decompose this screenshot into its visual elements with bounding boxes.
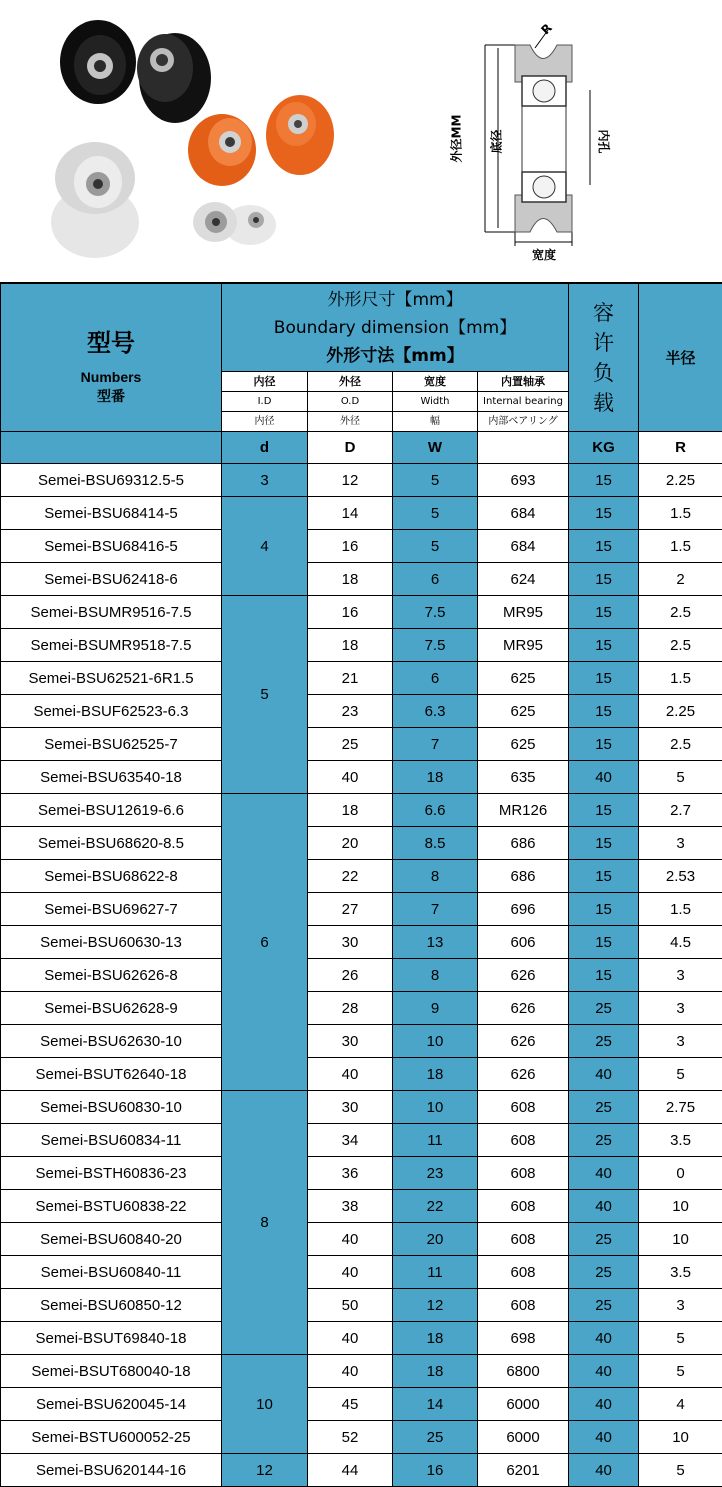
outer-diameter-cell: 34 — [308, 1124, 393, 1157]
table-row — [1, 728, 722, 761]
load-cell: 15 — [569, 794, 639, 827]
width-cell: 10 — [393, 1025, 478, 1058]
subheader-jp: 外径 — [308, 412, 392, 431]
table-row — [1, 1091, 722, 1124]
model-number-cell: Semei-BSU68414-5 — [1, 497, 222, 530]
bearing-cell: 6201 — [478, 1454, 569, 1487]
load-cell: 25 — [569, 1025, 639, 1058]
load-cell: 25 — [569, 1289, 639, 1322]
inner-diameter-cell: 5 — [222, 596, 308, 794]
symbol-R: R — [639, 432, 722, 464]
width-cell: 6.6 — [393, 794, 478, 827]
load-cell: 15 — [569, 959, 639, 992]
header-load-char: 容 — [569, 298, 638, 328]
table-row — [1, 893, 722, 926]
width-cell: 11 — [393, 1256, 478, 1289]
width-cell: 5 — [393, 464, 478, 497]
inner-diameter-cell: 8 — [222, 1091, 308, 1355]
table-row — [1, 1124, 722, 1157]
outer-diameter-cell: 40 — [308, 1223, 393, 1256]
width-cell: 7.5 — [393, 596, 478, 629]
bearing-cell: 698 — [478, 1322, 569, 1355]
model-number-cell: Semei-BSU60850-12 — [1, 1289, 222, 1322]
radius-cell: 3 — [639, 827, 722, 860]
outer-diameter-cell: 14 — [308, 497, 393, 530]
header-model-cn: 型号 — [1, 323, 221, 358]
load-cell: 25 — [569, 1124, 639, 1157]
outer-diameter-cell: 18 — [308, 794, 393, 827]
subheader-jp: 内部ベアリング — [478, 412, 568, 431]
load-cell: 15 — [569, 629, 639, 662]
model-number-cell: Semei-BSUT680040-18 — [1, 1355, 222, 1388]
load-cell: 25 — [569, 992, 639, 1025]
model-number-cell: Semei-BSU60840-20 — [1, 1223, 222, 1256]
model-number-cell: Semei-BSTU600052-25 — [1, 1421, 222, 1454]
label-bore: 内孔 — [596, 129, 613, 153]
radius-cell: 2.25 — [639, 695, 722, 728]
outer-diameter-cell: 28 — [308, 992, 393, 1025]
bearing-cell: 6000 — [478, 1421, 569, 1454]
table-row — [1, 662, 722, 695]
load-cell: 15 — [569, 926, 639, 959]
model-number-cell: Semei-BSU62630-10 — [1, 1025, 222, 1058]
subheader-cn: 内置轴承 — [478, 372, 568, 392]
model-number-cell: Semei-BSU62521-6R1.5 — [1, 662, 222, 695]
outer-diameter-cell: 25 — [308, 728, 393, 761]
table-row — [1, 926, 722, 959]
table-row — [1, 530, 722, 563]
width-cell: 16 — [393, 1454, 478, 1487]
table-row — [1, 1025, 722, 1058]
orange-wheel-photo — [188, 95, 334, 186]
load-cell: 40 — [569, 1322, 639, 1355]
outer-diameter-cell: 23 — [308, 695, 393, 728]
label-outer-diameter: 外径MM — [447, 115, 464, 163]
width-cell: 18 — [393, 761, 478, 794]
subheader-bearing — [478, 372, 569, 432]
product-photos — [0, 0, 340, 283]
spec-table — [0, 283, 722, 1487]
load-cell: 15 — [569, 860, 639, 893]
bearing-cell: 626 — [478, 1025, 569, 1058]
header-load-char: 载 — [569, 388, 638, 418]
table-row — [1, 1355, 722, 1388]
table-row — [1, 629, 722, 662]
model-number-cell: Semei-BSU60840-11 — [1, 1256, 222, 1289]
outer-diameter-cell: 27 — [308, 893, 393, 926]
bearing-cell: 626 — [478, 992, 569, 1025]
width-cell: 23 — [393, 1157, 478, 1190]
header-load — [569, 284, 639, 432]
header-dimension — [222, 284, 569, 372]
table-row — [1, 827, 722, 860]
radius-cell: 4.5 — [639, 926, 722, 959]
black-wheel-photo — [60, 20, 211, 123]
width-cell: 20 — [393, 1223, 478, 1256]
load-cell: 40 — [569, 1355, 639, 1388]
radius-cell: 2.5 — [639, 629, 722, 662]
load-cell: 15 — [569, 596, 639, 629]
bearing-cell: MR126 — [478, 794, 569, 827]
model-number-cell: Semei-BSU69627-7 — [1, 893, 222, 926]
outer-diameter-cell: 44 — [308, 1454, 393, 1487]
width-cell: 9 — [393, 992, 478, 1025]
load-cell: 15 — [569, 827, 639, 860]
bearing-cell: 608 — [478, 1256, 569, 1289]
radius-cell: 5 — [639, 761, 722, 794]
symbol-W: W — [393, 432, 478, 464]
inner-diameter-cell: 3 — [222, 464, 308, 497]
header-load-char: 许 — [569, 328, 638, 358]
width-cell: 6.3 — [393, 695, 478, 728]
load-cell: 40 — [569, 1454, 639, 1487]
radius-cell: 2.53 — [639, 860, 722, 893]
model-number-cell: Semei-BSU68620-8.5 — [1, 827, 222, 860]
header-model — [1, 284, 222, 432]
load-cell: 40 — [569, 1190, 639, 1223]
load-cell: 15 — [569, 728, 639, 761]
radius-cell: 2.5 — [639, 596, 722, 629]
outer-diameter-cell: 30 — [308, 926, 393, 959]
bearing-cell: 606 — [478, 926, 569, 959]
table-row — [1, 860, 722, 893]
load-cell: 40 — [569, 1388, 639, 1421]
subheader-jp: 幅 — [393, 412, 477, 431]
subheader-en: Width — [393, 392, 477, 412]
label-width: 宽度 — [532, 246, 556, 263]
radius-cell: 2.75 — [639, 1091, 722, 1124]
label-r: R — [538, 21, 554, 37]
bearing-cell: 624 — [478, 563, 569, 596]
subheader-cn: 外径 — [308, 372, 392, 392]
header-dimension-cn: 外形尺寸【mm】 — [222, 286, 568, 314]
bearing-cell: 6000 — [478, 1388, 569, 1421]
width-cell: 7.5 — [393, 629, 478, 662]
model-number-cell: Semei-BSU62525-7 — [1, 728, 222, 761]
model-number-cell: Semei-BSU68622-8 — [1, 860, 222, 893]
load-cell: 15 — [569, 530, 639, 563]
outer-diameter-cell: 45 — [308, 1388, 393, 1421]
width-cell: 10 — [393, 1091, 478, 1124]
model-number-cell: Semei-BSU60834-11 — [1, 1124, 222, 1157]
header-model-en: Numbers — [1, 368, 221, 387]
load-cell: 15 — [569, 695, 639, 728]
model-number-cell: Semei-BSU60830-10 — [1, 1091, 222, 1124]
model-number-cell: Semei-BSU12619-6.6 — [1, 794, 222, 827]
inner-diameter-cell: 6 — [222, 794, 308, 1091]
bearing-cell: 625 — [478, 728, 569, 761]
model-number-cell: Semei-BSTH60836-23 — [1, 1157, 222, 1190]
header-model-jp: 型番 — [1, 387, 221, 406]
bearing-cell: 686 — [478, 827, 569, 860]
width-cell: 18 — [393, 1355, 478, 1388]
outer-diameter-cell: 12 — [308, 464, 393, 497]
load-cell: 40 — [569, 1421, 639, 1454]
model-number-cell: Semei-BSU62628-9 — [1, 992, 222, 1025]
width-cell: 8.5 — [393, 827, 478, 860]
bearing-cell: 635 — [478, 761, 569, 794]
symbol-bearing — [478, 432, 569, 464]
bearing-cell: 686 — [478, 860, 569, 893]
table-row — [1, 1388, 722, 1421]
load-cell: 15 — [569, 893, 639, 926]
table-row — [1, 1421, 722, 1454]
radius-cell: 1.5 — [639, 497, 722, 530]
outer-diameter-cell: 40 — [308, 1355, 393, 1388]
table-row — [1, 1289, 722, 1322]
bearing-cell: 684 — [478, 530, 569, 563]
inner-diameter-cell: 10 — [222, 1355, 308, 1454]
bearing-cell: MR95 — [478, 629, 569, 662]
width-cell: 12 — [393, 1289, 478, 1322]
bearing-cell: 626 — [478, 1058, 569, 1091]
table-row — [1, 1256, 722, 1289]
table-row — [1, 959, 722, 992]
subheader-width — [393, 372, 478, 432]
outer-diameter-cell: 36 — [308, 1157, 393, 1190]
radius-cell: 2 — [639, 563, 722, 596]
width-cell: 18 — [393, 1322, 478, 1355]
model-number-cell: Semei-BSU63540-18 — [1, 761, 222, 794]
width-cell: 5 — [393, 497, 478, 530]
model-number-cell: Semei-BSUMR9518-7.5 — [1, 629, 222, 662]
width-cell: 7 — [393, 728, 478, 761]
width-cell: 7 — [393, 893, 478, 926]
table-row — [1, 1157, 722, 1190]
subheader-cn: 内径 — [222, 372, 307, 392]
outer-diameter-cell: 40 — [308, 761, 393, 794]
header-dimension-en: Boundary dimension【mm】 — [222, 314, 568, 342]
load-cell: 25 — [569, 1091, 639, 1124]
subheader-jp: 内径 — [222, 412, 307, 431]
radius-cell: 3.5 — [639, 1124, 722, 1157]
model-number-cell: Semei-BSU68416-5 — [1, 530, 222, 563]
label-bottom-diameter: 底径 — [488, 129, 505, 153]
width-cell: 5 — [393, 530, 478, 563]
table-row — [1, 695, 722, 728]
radius-cell: 3 — [639, 1289, 722, 1322]
width-cell: 6 — [393, 563, 478, 596]
bearing-cell: 625 — [478, 695, 569, 728]
table-row — [1, 464, 722, 497]
radius-cell: 5 — [639, 1454, 722, 1487]
radius-cell: 10 — [639, 1190, 722, 1223]
model-number-cell: Semei-BSUF62523-6.3 — [1, 695, 222, 728]
width-cell: 14 — [393, 1388, 478, 1421]
bearing-cell: 684 — [478, 497, 569, 530]
outer-diameter-cell: 16 — [308, 530, 393, 563]
table-row — [1, 1454, 722, 1487]
bearing-cell: 693 — [478, 464, 569, 497]
table-row — [1, 1223, 722, 1256]
bearing-cell: 6800 — [478, 1355, 569, 1388]
outer-diameter-cell: 40 — [308, 1256, 393, 1289]
product-image-area — [0, 0, 722, 283]
load-cell: 15 — [569, 662, 639, 695]
outer-diameter-cell: 40 — [308, 1058, 393, 1091]
outer-diameter-cell: 21 — [308, 662, 393, 695]
outer-diameter-cell: 40 — [308, 1322, 393, 1355]
radius-cell: 4 — [639, 1388, 722, 1421]
radius-cell: 3 — [639, 959, 722, 992]
radius-cell: 3 — [639, 992, 722, 1025]
inner-diameter-cell: 12 — [222, 1454, 308, 1487]
table-row — [1, 761, 722, 794]
bearing-cell: 625 — [478, 662, 569, 695]
load-cell: 15 — [569, 497, 639, 530]
width-cell: 18 — [393, 1058, 478, 1091]
outer-diameter-cell: 52 — [308, 1421, 393, 1454]
subheader-en: Internal bearing — [478, 392, 568, 412]
table-row — [1, 1190, 722, 1223]
model-number-cell: Semei-BSU62626-8 — [1, 959, 222, 992]
bearing-cell: 608 — [478, 1157, 569, 1190]
table-row — [1, 1058, 722, 1091]
symbol-D: D — [308, 432, 393, 464]
header-radius: 半径 — [639, 284, 722, 432]
bearing-cell: 608 — [478, 1124, 569, 1157]
bearing-cell: 608 — [478, 1091, 569, 1124]
table-row — [1, 563, 722, 596]
model-number-cell: Semei-BSU620144-16 — [1, 1454, 222, 1487]
header-dimension-jp: 外形寸法【mm】 — [222, 342, 568, 370]
width-cell: 25 — [393, 1421, 478, 1454]
model-number-cell: Semei-BSU620045-14 — [1, 1388, 222, 1421]
outer-diameter-cell: 26 — [308, 959, 393, 992]
outer-diameter-cell: 50 — [308, 1289, 393, 1322]
table-row — [1, 596, 722, 629]
outer-diameter-cell: 18 — [308, 629, 393, 662]
cross-section-diagram — [440, 0, 640, 283]
radius-cell: 10 — [639, 1223, 722, 1256]
outer-diameter-cell: 20 — [308, 827, 393, 860]
model-number-cell: Semei-BSUT69840-18 — [1, 1322, 222, 1355]
load-cell: 40 — [569, 1058, 639, 1091]
subheader-en: O.D — [308, 392, 392, 412]
subheader-id — [222, 372, 308, 432]
width-cell: 6 — [393, 662, 478, 695]
width-cell: 11 — [393, 1124, 478, 1157]
bearing-cell: 626 — [478, 959, 569, 992]
outer-diameter-cell: 38 — [308, 1190, 393, 1223]
radius-cell: 1.5 — [639, 530, 722, 563]
subheader-en: I.D — [222, 392, 307, 412]
load-cell: 25 — [569, 1256, 639, 1289]
table-row — [1, 992, 722, 1025]
radius-cell: 3 — [639, 1025, 722, 1058]
subheader-od — [308, 372, 393, 432]
model-number-cell: Semei-BSU69312.5-5 — [1, 464, 222, 497]
radius-cell: 2.25 — [639, 464, 722, 497]
radius-cell: 1.5 — [639, 893, 722, 926]
spec-table-body — [1, 464, 722, 1487]
radius-cell: 2.5 — [639, 728, 722, 761]
outer-diameter-cell: 16 — [308, 596, 393, 629]
model-number-cell: Semei-BSUMR9516-7.5 — [1, 596, 222, 629]
radius-cell: 3.5 — [639, 1256, 722, 1289]
table-row — [1, 1322, 722, 1355]
model-number-cell: Semei-BSU62418-6 — [1, 563, 222, 596]
load-cell: 40 — [569, 1157, 639, 1190]
load-cell: 40 — [569, 761, 639, 794]
symbol-KG: KG — [569, 432, 639, 464]
load-cell: 15 — [569, 563, 639, 596]
width-cell: 13 — [393, 926, 478, 959]
table-row — [1, 497, 722, 530]
load-cell: 25 — [569, 1223, 639, 1256]
width-cell: 8 — [393, 959, 478, 992]
model-number-cell: Semei-BSTU60838-22 — [1, 1190, 222, 1223]
bearing-cell: 608 — [478, 1190, 569, 1223]
radius-cell: 10 — [639, 1421, 722, 1454]
outer-diameter-cell: 22 — [308, 860, 393, 893]
subheader-cn: 宽度 — [393, 372, 477, 392]
outer-diameter-cell: 18 — [308, 563, 393, 596]
radius-cell: 5 — [639, 1355, 722, 1388]
model-number-cell: Semei-BSUT62640-18 — [1, 1058, 222, 1091]
radius-cell: 0 — [639, 1157, 722, 1190]
radius-cell: 2.7 — [639, 794, 722, 827]
header-load-char: 负 — [569, 358, 638, 388]
radius-cell: 1.5 — [639, 662, 722, 695]
load-cell: 15 — [569, 464, 639, 497]
bearing-cell: 608 — [478, 1289, 569, 1322]
width-cell: 8 — [393, 860, 478, 893]
symbol-d: d — [222, 432, 308, 464]
symbol-blank — [1, 432, 222, 464]
radius-cell: 5 — [639, 1058, 722, 1091]
table-row — [1, 794, 722, 827]
radius-cell: 5 — [639, 1322, 722, 1355]
width-cell: 22 — [393, 1190, 478, 1223]
bearing-cell: 696 — [478, 893, 569, 926]
outer-diameter-cell: 30 — [308, 1091, 393, 1124]
model-number-cell: Semei-BSU60630-13 — [1, 926, 222, 959]
bearing-cell: 608 — [478, 1223, 569, 1256]
outer-diameter-cell: 30 — [308, 1025, 393, 1058]
bearing-cell: MR95 — [478, 596, 569, 629]
inner-diameter-cell: 4 — [222, 497, 308, 596]
